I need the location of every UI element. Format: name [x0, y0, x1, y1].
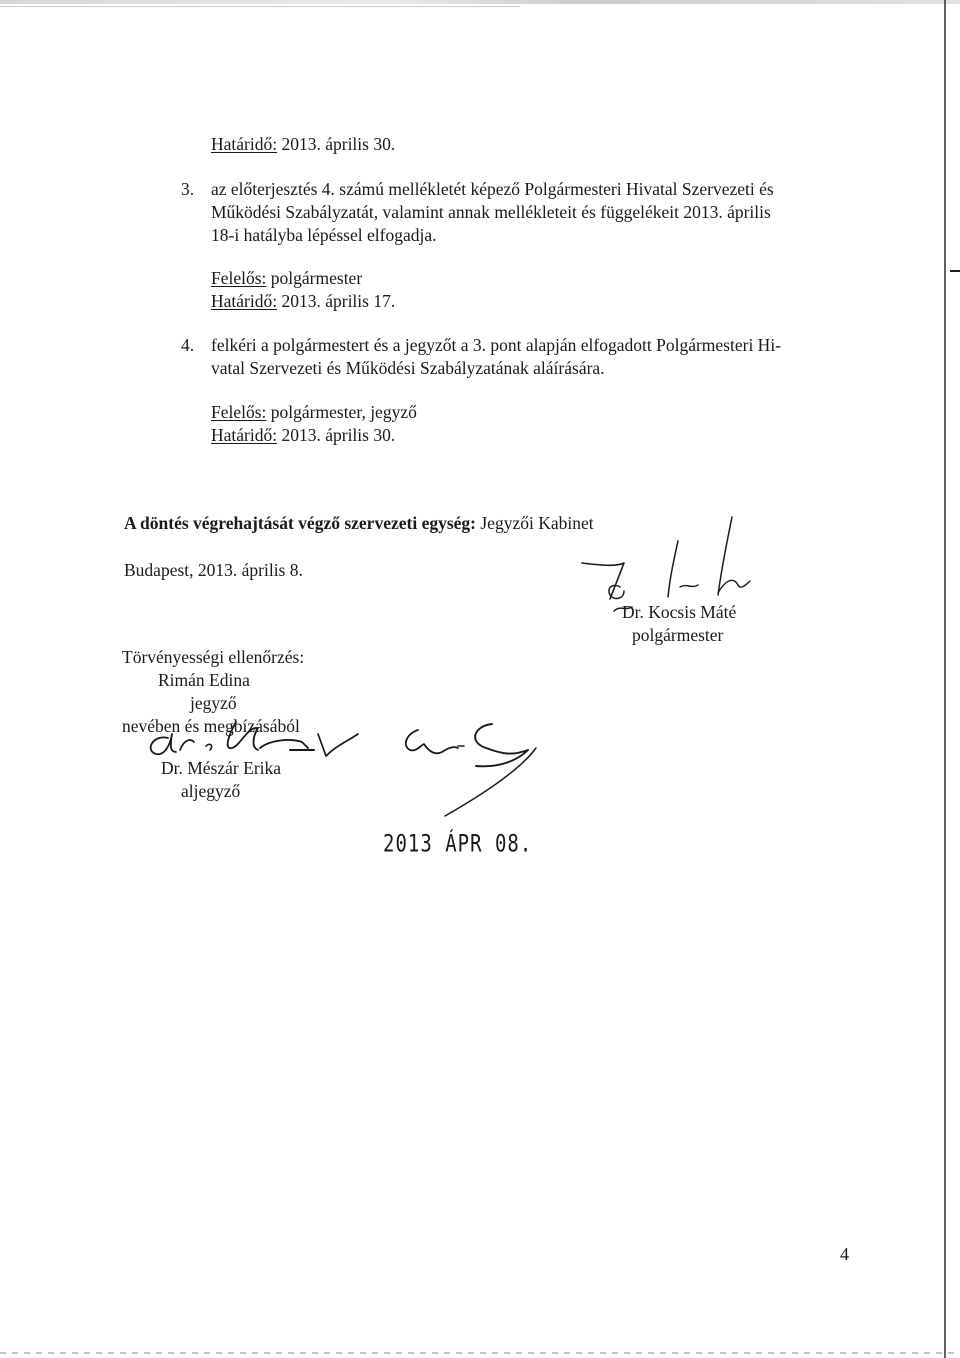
deadline-value: 2013. április 17. — [281, 291, 396, 311]
item-4-number: 4. — [181, 335, 195, 355]
legality-role: jegyző — [190, 693, 237, 713]
scan-edge-mark — [950, 270, 960, 272]
deadline-row-4 — [211, 424, 395, 446]
responsible-value: polgármester, jegyző — [270, 402, 417, 422]
scan-edge-top-line — [0, 6, 520, 7]
deadline-label: Határidő: — [211, 134, 278, 154]
responsible-value: polgármester — [270, 268, 363, 288]
item-3-line-3: 18-i hatályba lépéssel elfogadja. — [211, 225, 437, 245]
legality-person: Rimán Edina — [158, 670, 250, 690]
legality-on-behalf: nevében és megbízásából — [122, 716, 300, 736]
responsible-row-3 — [211, 267, 362, 289]
deputy-title: aljegyző — [181, 781, 241, 801]
mayor-name: Dr. Kocsis Máté — [622, 602, 737, 622]
item-4-line-2: vatal Szervezeti és Működési Szabályzatának aláírására. — [211, 358, 605, 378]
deadline-label: Határidő: — [211, 291, 278, 311]
scan-edge-bottom — [0, 1352, 960, 1354]
item-4-line-1: felkéri a polgármestert és a jegyzőt a 3. pont alapján elfogadott Polgármesteri Hi- — [211, 335, 782, 355]
scan-edge-right — [944, 0, 946, 1358]
executing-unit-label: A döntés végrehajtását végző szervezeti egység: — [124, 513, 476, 533]
responsible-label: Felelős: — [211, 268, 267, 288]
deadline-row-3 — [211, 290, 395, 312]
deadline-row-1 — [211, 133, 395, 155]
scan-edge-top — [0, 0, 960, 4]
executing-unit-value: Jegyzői Kabinet — [480, 513, 594, 533]
legality-heading: Törvényességi ellenőrzés: — [122, 647, 305, 667]
deputy-name: Dr. Mészár Erika — [161, 758, 282, 778]
date-stamp: 2013 ÁPR 08. — [383, 830, 533, 858]
deadline-value: 2013. április 30. — [281, 134, 396, 154]
page-number: 4 — [840, 1244, 849, 1264]
responsible-row-4 — [211, 401, 417, 423]
item-3-line-2: Működési Szabályzatát, valamint annak mellékleteit és függelékeit 2013. április — [211, 202, 771, 222]
place-date: Budapest, 2013. április 8. — [124, 560, 303, 580]
item-3-number: 3. — [181, 179, 195, 199]
deadline-label: Határidő: — [211, 425, 278, 445]
executing-unit — [124, 512, 594, 534]
mayor-title: polgármester — [632, 625, 724, 645]
deadline-value: 2013. április 30. — [281, 425, 396, 445]
responsible-label: Felelős: — [211, 402, 267, 422]
item-3-line-1: az előterjesztés 4. számú mellékletét képező Polgármesteri Hivatal Szervezeti és — [211, 179, 774, 199]
